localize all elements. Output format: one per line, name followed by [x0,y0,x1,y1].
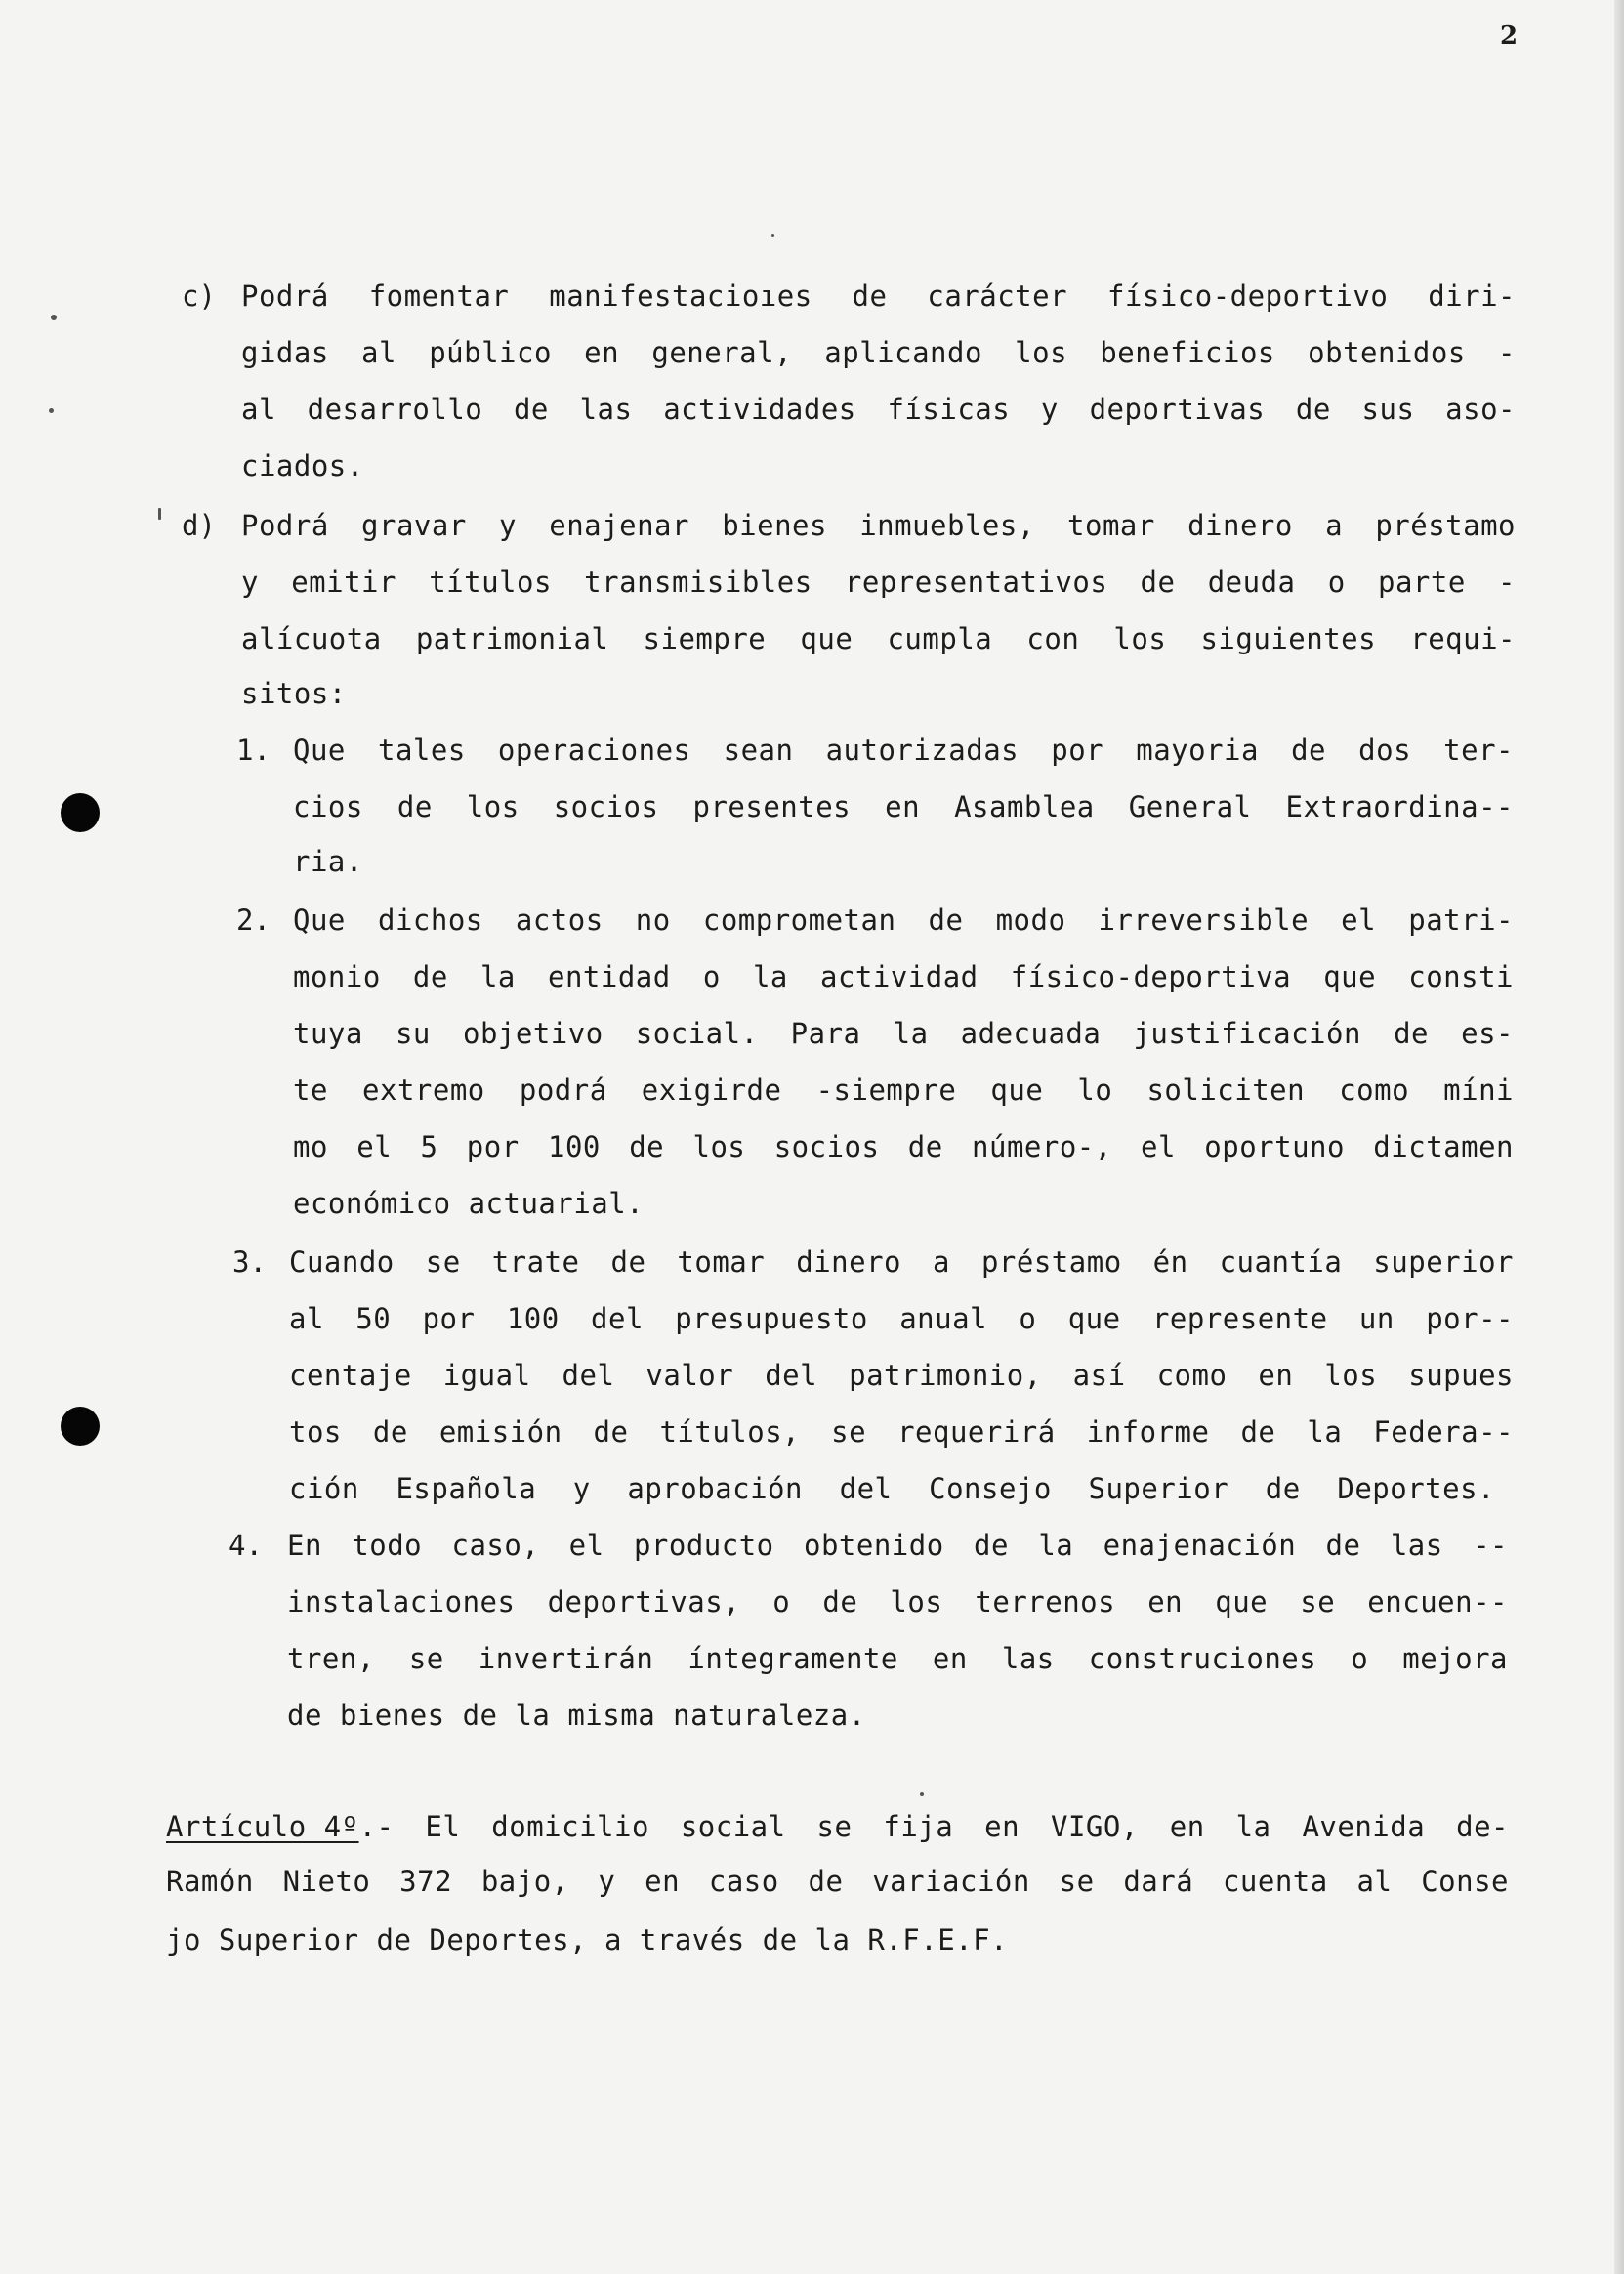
item-2-line-3: tuya su objetivo social. Para la adecuada justificación de es- [293,1017,1514,1050]
scan-speck [158,508,161,520]
section-c-marker: c) [182,279,216,313]
item-2-line-1: Que dichos actos no comprometan de modo irreversible el patri- [293,904,1514,937]
scan-speck [51,315,57,320]
item-4-line-4: de bienes de la misma naturaleza. [287,1699,866,1732]
item-4-line-3: tren, se invertirán íntegramente en las construciones o mejora [287,1642,1508,1675]
item-4-line-1: En todo caso, el producto obtenido de la enajenación de las -- [287,1529,1508,1562]
item-4-number: 4. [229,1529,263,1562]
item-2-line-4: te extremo podrá exigirde -siempre que lo soliciten como míni [293,1074,1514,1107]
article-4-first-line [166,1807,1509,1846]
page-edge-shadow [1614,0,1624,2274]
item-2-number: 2. [236,904,271,937]
section-d-line-1: Podrá gravar y enajenar bienes inmuebles, tomar dinero a préstamo [241,509,1516,542]
section-c-line-1: Podrá fomentar manifestacioıes de carácter físico-deportivo diri- [241,279,1516,313]
section-d-marker: d) [182,509,216,542]
punch-hole-bottom [61,1407,100,1446]
item-3-line-2: al 50 por 100 del presupuesto anual o que represente un por-- [289,1302,1514,1335]
item-1-line-2: cios de los socios presentes en Asamblea General Extraordina-- [293,790,1514,823]
item-2-line-6: económico actuarial. [293,1187,645,1220]
punch-hole-top [61,793,100,832]
item-3-line-3: centaje igual del valor del patrimonio, así como en los supues [289,1359,1514,1392]
article-4-line-3: jo Superior de Deportes, a través de la R.F.E.F. [166,1923,1009,1957]
section-c-line-4: ciados. [241,449,364,483]
article-4-heading: Artículo 4º [166,1810,359,1843]
scan-speck [920,1792,924,1796]
article-4-line-2: Ramón Nieto 372 bajo, y en caso de variación se dará cuenta al Conse [166,1865,1509,1898]
scan-speck [49,408,54,413]
item-2-line-5: mo el 5 por 100 de los socios de número-, el oportuno dictamen [293,1130,1514,1163]
section-d-line-3: alícuota patrimonial siempre que cumpla con los siguientes requi- [241,622,1516,655]
item-1-line-1: Que tales operaciones sean autorizadas por mayoria de dos ter- [293,734,1514,767]
item-3-line-4: tos de emisión de títulos, se requerirá informe de la Federa-- [289,1415,1514,1449]
section-d-line-4: sitos: [241,677,347,710]
page-number: 2 [1500,21,1519,51]
scan-speck [771,234,774,237]
item-4-line-2: instalaciones deportivas, o de los terrenos en que se encuen-- [287,1585,1508,1619]
item-1-number: 1. [236,734,271,767]
item-3-number: 3. [232,1245,267,1279]
item-1-line-3: ria. [293,845,363,878]
section-c-line-2: gidas al público en general, aplicando los beneficios obtenidos - [241,336,1516,369]
article-4-line-1: .- El domicilio social se fija en VIGO, en la Avenida de- [358,1810,1509,1843]
item-2-line-2: monio de la entidad o la actividad físico-deportiva que consti [293,960,1514,993]
section-c-line-3: al desarrollo de las actividades físicas y deportivas de sus aso- [241,393,1516,426]
item-3-line-5: ción Española y aprobación del Consejo Superior de Deportes. [289,1472,1495,1505]
item-3-line-1: Cuando se trate de tomar dinero a préstamo én cuantía superior [289,1245,1514,1279]
section-d-line-2: y emitir títulos transmisibles representativos de deuda o parte - [241,566,1516,599]
